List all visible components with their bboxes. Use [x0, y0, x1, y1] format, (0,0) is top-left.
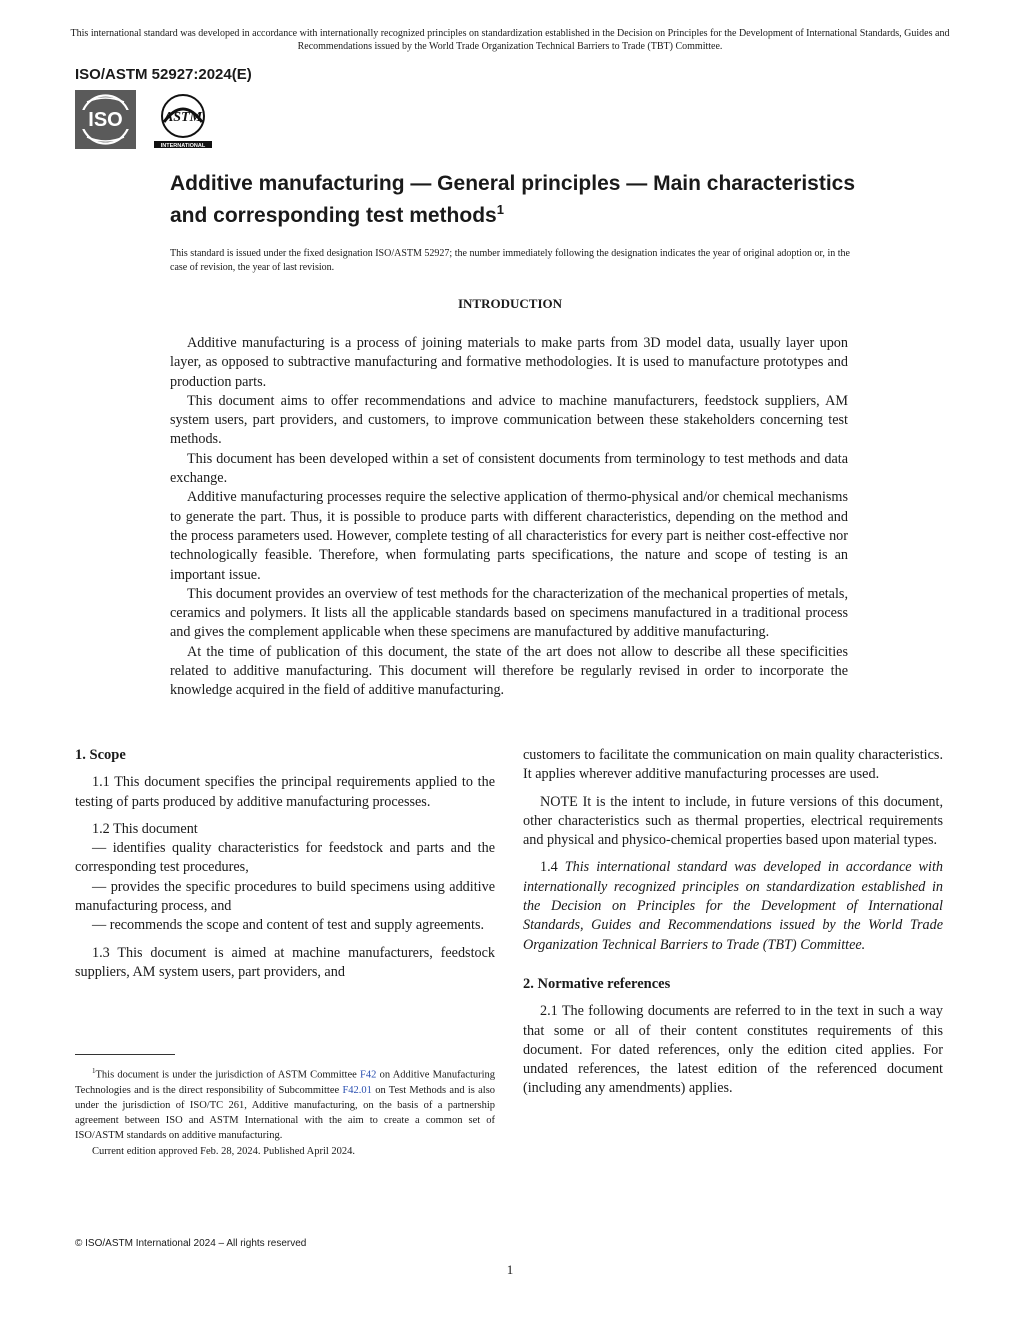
- clause-1-1: 1.1 This document specifies the principal requirements applied to the testing of parts produced by additive manufacturing processes.: [75, 774, 495, 810]
- clause-1-3: 1.3 This document is aimed at machine manufacturers, feedstock suppliers, AM system users, part providers, and: [75, 944, 495, 980]
- astm-logo-text: ASTM: [163, 110, 203, 125]
- left-column: [75, 746, 495, 982]
- committee-link[interactable]: F42: [360, 1069, 377, 1081]
- clause-1-3-continued: customers to facilitate the communication on main quality characteristics. It applies wherever additive manufacturing processes are used.: [523, 747, 943, 783]
- normative-references-heading: 2. Normative references: [523, 975, 671, 992]
- footnote-marker: 1: [92, 1067, 96, 1075]
- right-column: [523, 746, 943, 1099]
- standard-designation: ISO/ASTM 52927:2024(E): [75, 66, 252, 83]
- scope-note: NOTE It is the intent to include, in future versions of this document, other characteristics such as thermal properties, electrical requirements and physical and physico-chemical properties based upon material types.: [523, 793, 943, 849]
- intro-paragraph: This document provides an overview of test methods for the characterization of the mechanical properties of metals, ceramics and polymers. It lists all the applicable standards based on specimens manufactured in a traditional process and gives the complement applicable when these specimens are manufactured by additive manufacturing.: [170, 585, 848, 641]
- page-number: 1: [506, 1262, 514, 1277]
- intro-paragraph: Additive manufacturing is a process of joining materials to make parts from 3D model data, usually layer upon layer, as opposed to subtractive manufacturing and formative methodologies. It is used to manufacture prototypes and production parts.: [170, 335, 848, 390]
- copyright-notice: © ISO/ASTM International 2024 – All rights reserved: [75, 1238, 307, 1249]
- edition-note: Current edition approved Feb. 28, 2024. Published April 2024.: [92, 1145, 356, 1157]
- scope-list-item: — provides the specific procedures to build specimens using additive manufacturing process, and: [75, 878, 495, 915]
- clause-1-2: 1.2 This document: [92, 820, 198, 837]
- footnote: [75, 1064, 495, 1159]
- publication-notice: This international standard was developed in accordance with internationally recognized principles on standardization established in the Decision on Principles for the Development of International Standards, Guides and Recommendations issued by the World Trade Organization Technical Barriers to Trade (TBT) Committee.: [70, 28, 950, 52]
- issued-note: This standard is issued under the fixed designation ISO/ASTM 52927; the number immediately following the designation indicates the year of original adoption or, in the case of revision, the year of last revision.: [170, 248, 850, 273]
- intro-paragraph: Additive manufacturing processes require the selective application of thermo-physical and/or chemical mechanisms to generate the part. Thus, it is possible to produce parts with different characteristics, depending on the method and the process parameters used. However, complete testing of all characteristics for every part is neither cost-effective nor technologically feasible. Therefore, when formulating parts specifications, the nature and scope of testing is an important issue.: [170, 489, 848, 583]
- footnote-part: This document is under the jurisdiction of ASTM Committee: [95, 1069, 357, 1081]
- scope-list-item: — recommends the scope and content of test and supply agreements.: [92, 917, 485, 934]
- document-title-text: Additive manufacturing — General principles — Main characteristics and corresponding test methods: [170, 172, 856, 227]
- scope-list-item: — identifies quality characteristics for feedstock and parts and the corresponding test procedures,: [75, 840, 495, 876]
- clause-1-4-text: This international standard was developed in accordance with internationally recognized principles on standardization established in the Decision on Principles for the Development of International Standards, Guides and Recommendations issued by the World Trade Organization Technical Barriers to Trade (TBT) Committee.: [523, 859, 943, 953]
- astm-logo-subtext: INTERNATIONAL: [160, 143, 206, 149]
- footnote-divider: [75, 1054, 175, 1055]
- title-footnote-marker[interactable]: 1: [496, 202, 504, 217]
- clause-1-4-label: 1.4: [540, 859, 558, 876]
- document-title: [170, 171, 870, 229]
- intro-paragraph: This document aims to offer recommendations and advice to machine manufacturers, feedstock suppliers, AM system users, part providers, and customers, to improve communication between these stakeholders concerning test methods.: [170, 392, 848, 448]
- clause-2-1: 2.1 The following documents are referred to in the text in such a way that some or all of their content constitutes requirements of this document. For dated references, only the edition cited applies. For undated references, the latest edition of the referenced document (including any amendments) applies.: [523, 1003, 943, 1097]
- iso-logo: [75, 90, 136, 149]
- footnote-text: [75, 1064, 495, 1144]
- scope-heading: 1. Scope: [75, 747, 126, 763]
- clause-1-4: [523, 858, 943, 954]
- introduction-body: [170, 334, 848, 701]
- introduction-heading: INTRODUCTION: [457, 296, 562, 311]
- iso-logo-text: ISO: [88, 109, 123, 131]
- footnote-part: on Additive Manufacturing Technologies and is the direct responsibility of Subcommittee: [75, 1069, 496, 1096]
- footnote-part: on Test Methods and is also under the jurisdiction of ISO/TC 261, Additive manufacturing, on the basis of a partnership agreement between ISO and ASTM International with the aim to create a common set of ISO/ASTM standards on additive manufacturing.: [75, 1084, 496, 1142]
- intro-paragraph: At the time of publication of this document, the state of the art does not allow to describe all these specificities related to additive manufacturing. This document will therefore be regularly revised in order to incorporate the knowledge acquired in the field of additive manufacturing.: [170, 643, 848, 699]
- astm-logo: [150, 92, 216, 150]
- intro-paragraph: This document has been developed within a set of consistent documents from terminology to test methods and data exchange.: [170, 450, 848, 487]
- subcommittee-link[interactable]: F42.01: [342, 1084, 372, 1096]
